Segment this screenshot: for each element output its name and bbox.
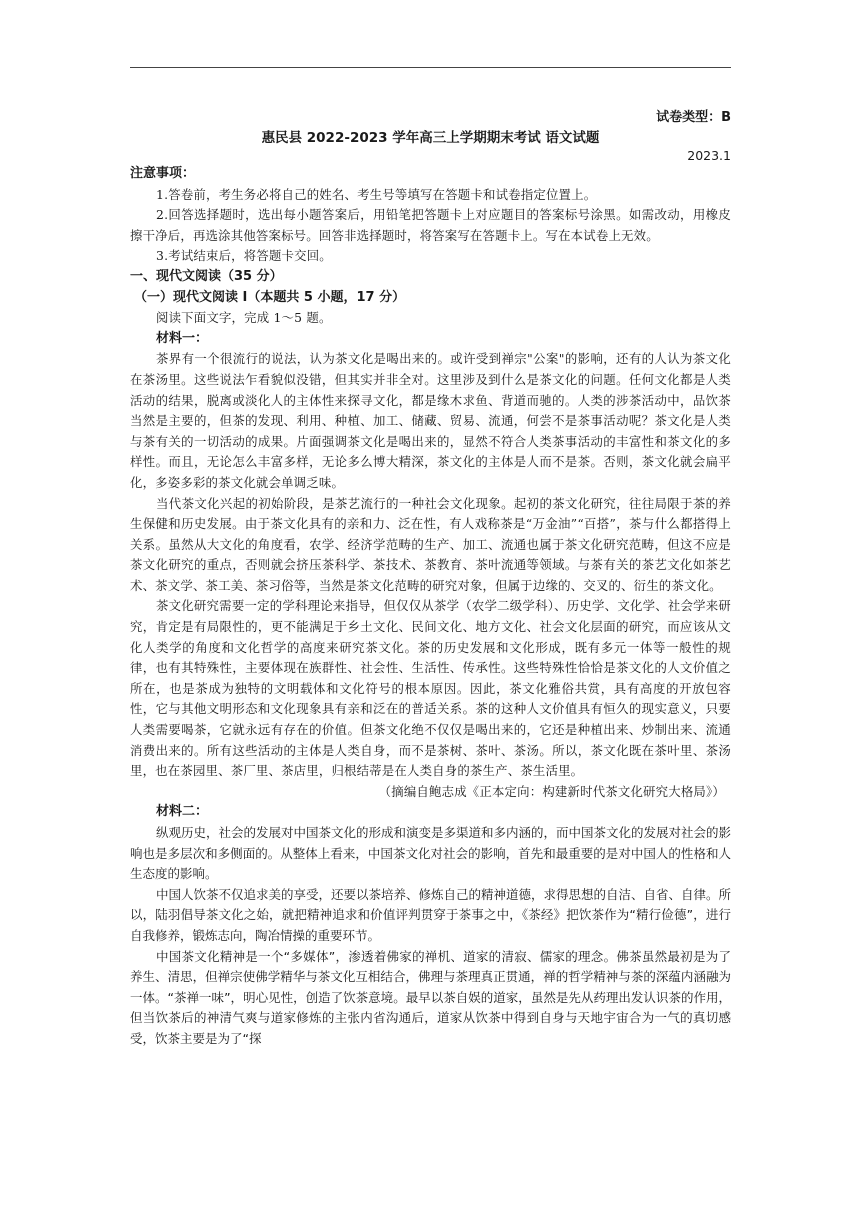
material-2-paragraph: 中国人饮茶不仅追求美的享受，还要以茶培养、修炼自己的精神道德，求得思想的自洁、自省、自律。所以，陆羽倡导茶文化之始，就把精神追求和价值评判贯穿于茶事之中，《茶经》把饮茶作为“精行俭德”，进行自我修养，锻炼志向，陶冶情操的重要环节。 bbox=[130, 886, 732, 943]
subsection-heading: （一）现代文阅读 I（本题共 5 小题，17 分） bbox=[134, 289, 406, 305]
document-body bbox=[130, 164, 731, 1050]
notice-item: 3.考试结束后，将答题卡交回。 bbox=[156, 248, 332, 264]
material-2-paragraph: 纵观历史，社会的发展对中国茶文化的形成和演变是多渠道和多内涵的，而中国茶文化的发展对社会的影响也是多层次和多侧面的。从整体上看来，中国茶文化对社会的影响，首先和最重要的是对中国人的性格和人生态度的影响。 bbox=[130, 825, 732, 882]
material-1-paragraph: 当代茶文化兴起的初始阶段，是茶艺流行的一种社会文化现象。起初的茶文化研究，往往局限于茶的养生保健和历史发展。由于茶文化具有的亲和力、泛在性，有人戏称茶是“万金油”“百搭”，茶与什么都搭得上关系。虽然从大文化的角度看，农学、经济学范畴的生产、加工、流通也属于茶文化研究范畴，但这不应是茶文化研究的重点，否则就会挤压茶科学、茶技术、茶教育、茶叶流通等领域。与茶有关的茶艺文化如茶艺术、茶文学、茶工美、茶习俗等，当然是茶文化范畴的研究对象，但属于边缘的、交叉的、衍生的茶文化。 bbox=[130, 495, 731, 593]
reading-instruction: 阅读下面文字，完成 1～5 题。 bbox=[156, 310, 332, 326]
notice-item: 2.回答选择题时，选出每小题答案后，用铅笔把答题卡上对应题目的答案标号涂黑。如需改动，用橡皮擦干净后，再选涂其他答案标号。回答非选择题时，将答案写在答题卡上。写在本试卷上无效。 bbox=[130, 207, 731, 243]
header-rule bbox=[130, 67, 731, 68]
material-1-label: 材料一： bbox=[156, 330, 209, 346]
material-1-paragraph: 茶文化研究需要一定的学科理论来指导，但仅仅从茶学（农学二级学科）、历史学、文化学、社会学来研究，肯定是有局限性的，更不能满足于乡土文化、民间文化、地方文化、社会文化层面的研究，而应该从文化人类学的角度和文化哲学的高度来研究茶文化。茶的历史发展和文化形成，既有多元一体等一般性的规律，也有其特殊性，主要体现在族群性、社会性、生活性、传承性。这些特殊性恰恰是茶文化的人文价值之所在，也是茶成为独特的文明载体和文化符号的根本原因。因此，茶文化雅俗共赏，具有高度的开放包容性，它与其他文明形态和文化现象具有亲和泛在的普适关系。茶的这种人文价值具有恒久的现实意义，只要人类需要喝茶，它就永远有存在的价值。但茶文化绝不仅仅是喝出来的，它还是种植出来、炒制出来、流通消费出来的。所有这些活动的主体是人类自身，而不是茶树、茶叶、茶汤。所以，茶文化既在茶叶里、茶汤里，也在茶园里、茶厂里、茶店里，归根结蒂是在人类自身的茶生产、茶生活里。 bbox=[130, 598, 731, 779]
material-2-label: 材料二： bbox=[156, 804, 209, 820]
notice-heading: 注意事项： bbox=[130, 166, 196, 181]
exam-date: 2023.1 bbox=[687, 148, 731, 163]
section-heading: 一、现代文阅读（35 分） bbox=[130, 268, 283, 284]
material-2-paragraph: 中国茶文化精神是一个“多媒体”，渗透着佛家的禅机、道家的清寂、儒家的理念。佛茶虽然最初是为了养生、清思，但禅宗使佛学精华与茶文化互相结合，佛理与茶理真正贯通，禅的哲学精神与茶的深蕴内涵融为一体。“茶禅一味”，明心见性，创造了饮茶意境。最早以茶自娱的道家，虽然是先从药理出发认识茶的作用，但当饮茶后的神清气爽与道家修炼的主张内省沟通后，道家从饮茶中得到自身与天地宇宙合为一气的真切感受，饮茶主要是为了“探 bbox=[130, 948, 731, 1046]
exam-type-label: 试卷类型：B bbox=[656, 110, 731, 125]
material-1-paragraph: 茶界有一个很流行的说法，认为茶文化是喝出来的。或许受到禅宗"公案"的影响，还有的人认为茶文化在茶汤里。这些说法乍看貌似没错，但其实并非全对。这里涉及到什么是茶文化的问题。任何文化都是人类活动的结果，脱离或淡化人的主体性来探寻文化，都是缘木求鱼、背道而驰的。人类的涉茶活动中，品饮茶当然是主要的，但茶的发现、利用、种植、加工、储藏、贸易、流通，何尝不是茶事活动呢？茶文化是人类与茶有关的一切活动的成果。片面强调茶文化是喝出来的，显然不符合人类茶事活动的丰富性和茶文化的多样性。而且，无论怎么丰富多样，无论多么博大精深，茶文化的主体是人而不是茶。否则，茶文化就会扁平化，多姿多彩的茶文化就会单调乏味。 bbox=[130, 351, 731, 490]
exam-title: 惠民县 2022-2023 学年高三上学期期末考试 语文试题 bbox=[261, 130, 600, 146]
material-1-source: （摘编自鲍志成《正本定向：构建新时代茶文化研究大格局》） bbox=[378, 783, 725, 799]
notice-item: 1.答卷前，考生务必将自己的姓名、考生号等填写在答题卡和试卷指定位置上。 bbox=[156, 186, 597, 202]
